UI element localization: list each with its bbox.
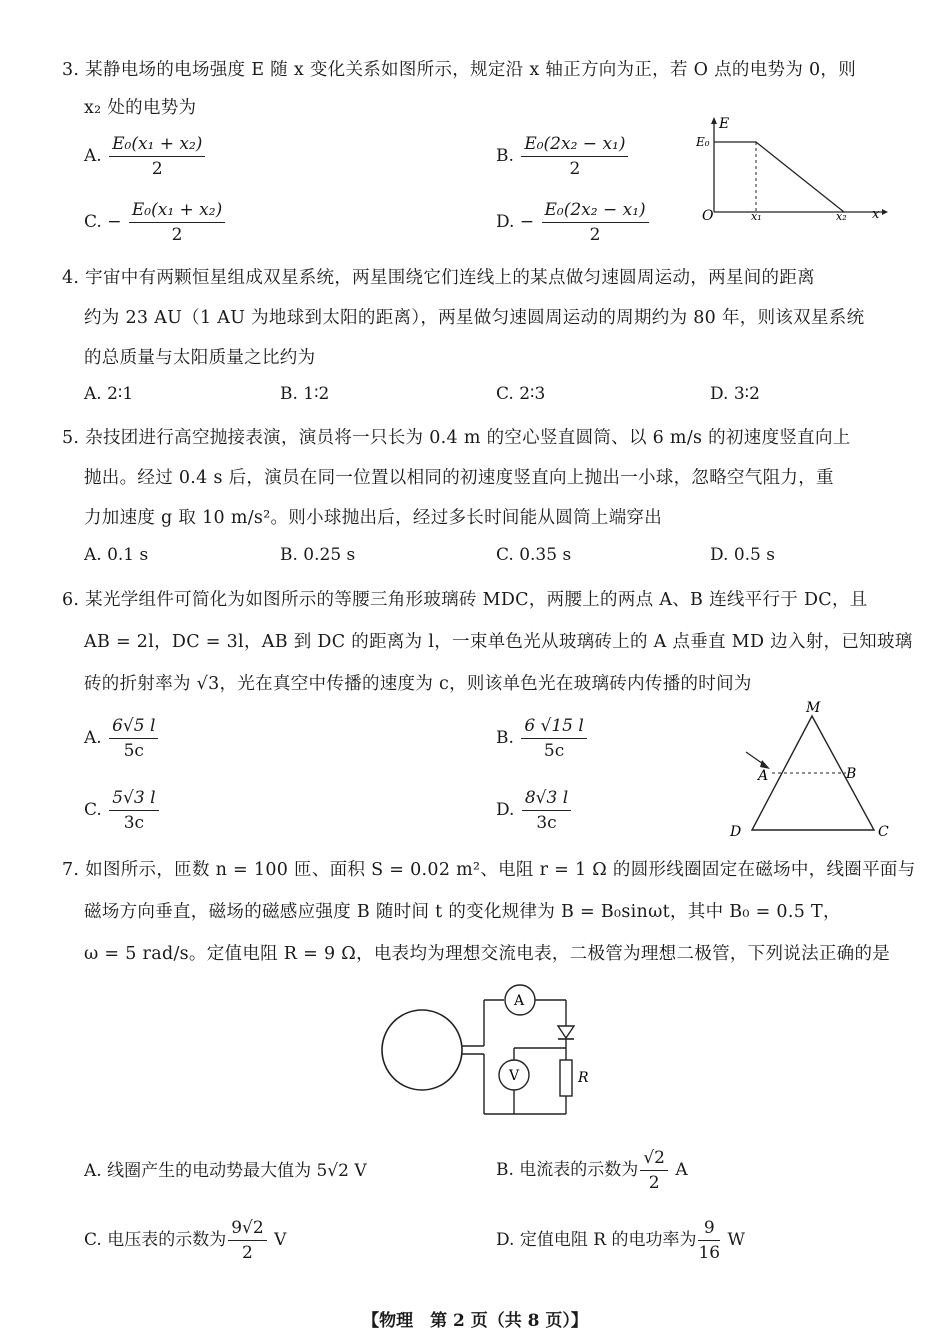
fraction-numerator: 5√3 l [109, 788, 158, 811]
coil-circle [382, 1010, 462, 1090]
q6-stem-line1: 6. 某光学组件可简化为如图所示的等腰三角形玻璃砖 MDC，两腰上的两点 A、B 连线平行于 DC，且 [62, 590, 868, 610]
option-text: C. 电压表的示数为 [84, 1230, 227, 1250]
e0-label: E₀ [696, 135, 710, 149]
x-axis-arrow [882, 209, 888, 215]
vertex-c-label: C [878, 824, 889, 840]
q3-option-a [84, 134, 207, 179]
vertex-m-label: M [806, 700, 821, 716]
q6-option-a [84, 716, 160, 761]
option-label: B. [496, 728, 514, 748]
fraction-numerator: E₀(2x₂ − x₁) [521, 134, 628, 157]
option-text: D. 定值电阻 R 的电功率为 [496, 1230, 697, 1250]
origin-label: O [702, 208, 714, 224]
fraction-denominator: 2 [648, 1173, 660, 1193]
q7-stem-line1: 7. 如图所示，匝数 n = 100 匝、面积 S = 0.02 m²、电阻 r = 1 Ω 的圆形线圈固定在磁场中，线圈平面与 [62, 860, 916, 880]
q5-stem-line2: 抛出。经过 0.4 s 后，演员在同一位置以相同的初速度竖直向上抛出一小球，忽略空气阻力，重 [84, 468, 834, 488]
fraction-numerator: 6√5 l [109, 716, 158, 739]
point-b-label: B [846, 766, 857, 782]
q6-option-d [496, 788, 573, 833]
fraction-denominator: 16 [698, 1243, 721, 1263]
q7-option-b [496, 1148, 688, 1193]
q3-stem-line2: x₂ 处的电势为 [84, 98, 197, 118]
q6-triangle-figure [722, 698, 902, 844]
q4-stem-line3: 的总质量与太阳质量之比约为 [84, 348, 316, 368]
q3-e-x-graph [696, 112, 896, 232]
q4-option-a: A. 2∶1 [84, 384, 134, 404]
q3-stem-line1: 3. 某静电场的电场强度 E 随 x 变化关系如图所示，规定沿 x 轴正方向为正，若 O 点的电势为 0，则 [62, 60, 857, 80]
fraction-numerator: E₀(2x₂ − x₁) [542, 200, 649, 223]
q7-option-d [496, 1218, 745, 1263]
q4-option-c: C. 2∶3 [496, 384, 546, 404]
q6-stem-line2: AB = 2l，DC = 3l，AB 到 DC 的距离为 l，一束单色光从玻璃砖上的 A 点垂直 MD 边入射，已知玻璃 [84, 632, 913, 652]
fraction-numerator: 9√2 [228, 1218, 266, 1241]
e-axis-label: E [719, 116, 730, 132]
q6-stem-line3: 砖的折射率为 √3，光在真空中传播的速度为 c，则该单色光在玻璃砖内传播的时间为 [84, 674, 752, 694]
q4-stem-line1: 4. 宇宙中有两颗恒星组成双星系统，两星围绕它们连线上的某点做匀速圆周运动，两星间的距离 [62, 268, 815, 288]
option-label: A. [84, 146, 102, 166]
e-field-curve [714, 142, 844, 212]
option-label: C. [84, 212, 102, 232]
fraction-denominator: 2 [569, 159, 581, 179]
fraction-denominator: 2 [242, 1243, 253, 1263]
q5-option-b: B. 0.25 s [280, 545, 356, 565]
fraction-numerator: 9 [698, 1218, 720, 1241]
point-a-label: A [758, 768, 769, 784]
fraction-denominator: 3c [536, 813, 557, 833]
fraction-numerator: E₀(x₁ + x₂) [129, 200, 225, 223]
voltmeter-label: V [509, 1068, 520, 1084]
fraction-denominator: 2 [589, 225, 601, 245]
q7-circuit-diagram [380, 978, 600, 1128]
x1-label: x₁ [751, 210, 762, 223]
fraction-numerator: √2 [640, 1148, 668, 1171]
q5-stem-line3: 力加速度 g 取 10 m/s²。则小球抛出后，经过多长时间能从圆筒上端穿出 [84, 508, 663, 528]
fraction-denominator: 5c [543, 741, 565, 761]
page-footer: 【物理 第 2 页（共 8 页）】 [362, 1311, 588, 1331]
option-unit: W [722, 1230, 745, 1250]
x2-label: x₂ [836, 210, 847, 223]
fraction-numerator: 6 √15 l [521, 716, 587, 739]
option-label: C. [84, 800, 102, 820]
fraction-numerator: 8√3 l [522, 788, 571, 811]
option-label: D. [496, 212, 515, 232]
vertex-d-label: D [730, 824, 742, 840]
resistor-label: R [578, 1070, 589, 1086]
q4-option-d: D. 3∶2 [710, 384, 760, 404]
q5-option-c: C. 0.35 s [496, 545, 572, 565]
option-label: A. [84, 728, 102, 748]
fraction-denominator: 2 [171, 225, 183, 245]
q4-stem-line2: 约为 23 AU（1 AU 为地球到太阳的距离），两星做匀速圆周运动的周期约为 80 年，则该双星系统 [84, 308, 865, 328]
q6-option-b [496, 716, 589, 761]
option-label: B. [496, 146, 514, 166]
ammeter-label: A [514, 993, 525, 1009]
q3-option-d [496, 200, 651, 245]
option-text: B. 电流表的示数为 [496, 1160, 639, 1180]
option-unit: V [268, 1230, 287, 1250]
q3-option-b [496, 134, 630, 179]
q7-stem-line2: 磁场方向垂直，磁场的磁感应强度 B 随时间 t 的变化规律为 B = B₀sinωt，其中 B₀ = 0.5 T， [84, 902, 841, 922]
q5-option-d: D. 0.5 s [710, 545, 775, 565]
q7-option-a: A. 线圈产生的电动势最大值为 5√2 V [84, 1161, 367, 1181]
fraction-denominator: 3c [123, 813, 145, 833]
diode-icon [558, 1026, 574, 1038]
fraction-numerator: E₀(x₁ + x₂) [109, 134, 205, 157]
q7-option-c [84, 1218, 286, 1263]
q3-option-c [84, 200, 227, 245]
q5-stem-line1: 5. 杂技团进行高空抛接表演，演员将一只长为 0.4 m 的空心竖直圆筒、以 6 m/s 的初速度竖直向上 [62, 428, 851, 448]
option-label: D. [496, 800, 515, 820]
e-axis-arrow [711, 117, 717, 124]
q4-option-b: B. 1∶2 [280, 384, 330, 404]
fraction-denominator: 2 [151, 159, 163, 179]
q6-option-c [84, 788, 161, 833]
q7-stem-line3: ω = 5 rad/s。定值电阻 R = 9 Ω，电表均为理想交流电表，二极管为理想二极管，下列说法正确的是 [84, 944, 891, 964]
q5-option-a: A. 0.1 s [84, 545, 149, 565]
option-unit: A [669, 1160, 688, 1180]
resistor [560, 1060, 572, 1096]
fraction-denominator: 5c [123, 741, 144, 761]
x-axis-label: x [872, 207, 880, 222]
option-sign: − [107, 212, 122, 232]
option-sign: − [519, 212, 535, 232]
